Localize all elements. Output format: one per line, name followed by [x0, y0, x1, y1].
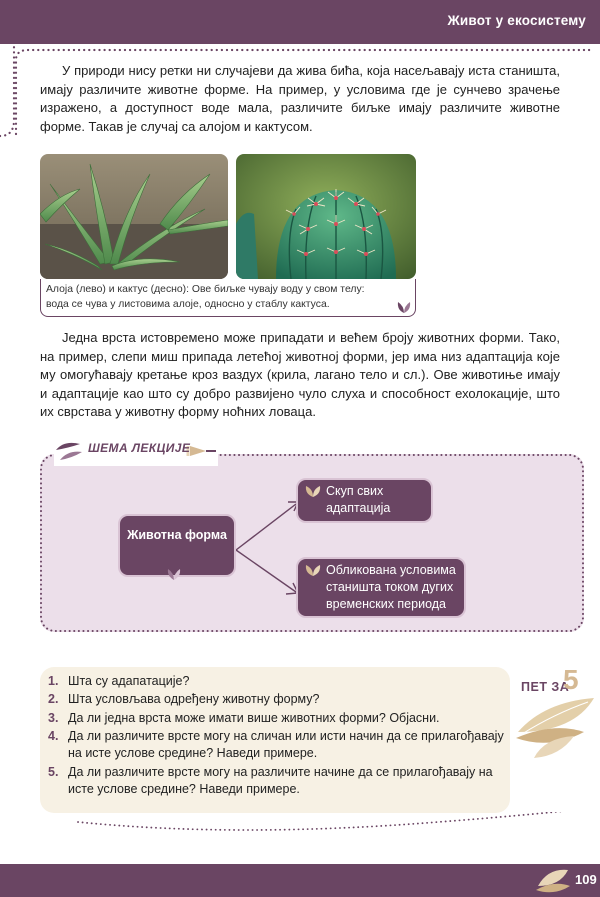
body-paragraph: Једна врста истовремено може припадати и већем броју животних форми. Тако, на пример, слепи миш припада летећој животној форми, јер има низ адаптација које му омогућавају кретање кроз ваздух (крила, лагано тело и сл.). Ове животиње имају и адаптације као што су добро развијено чуло слуха и способност ехолокације, што их сврстава у животну форму ноћних ловаца.: [40, 330, 560, 420]
cactus-photo: [236, 154, 416, 279]
five-for-number: 5: [563, 664, 579, 695]
figure-caption: Алоја (лево) и кактус (десно): Ове биљке чувају воду у свом телу: вода се чува у листовима алоје, односно у стаблу кактуса.: [46, 284, 365, 310]
node-habitat-conditions-label: Обликована условима станишта током дугих временских периода: [326, 563, 456, 611]
leaf-icon: [304, 563, 322, 577]
page-number: 109: [575, 872, 597, 887]
question-item: 2. Шта условљава одређену животну форму?: [48, 692, 320, 707]
question-item: 1. Шта су адапатације?: [48, 674, 190, 688]
schema-title: ШЕМА ЛЕКЦИЈЕ: [88, 441, 191, 455]
node-life-form-label: Животна форма: [127, 528, 227, 542]
question-item: 4. Да ли различите врсте могу на сличан или исти начин да се прилагођавају на исте услове средине? Наведи примере.: [48, 729, 504, 761]
leaf-icon: [304, 484, 322, 498]
page-footer: [0, 864, 600, 897]
review-questions: [48, 673, 508, 799]
intro-paragraph: У природи нису ретки ни случајеви да жива бића, која насељавају иста станишта, имају различите животне форме. На пример, у условима где је сунчево зрачење изражено, а доступност воде мала, различите биљке имају различите животне форме. Такав је случај са алојом и кактусом.: [40, 63, 560, 134]
leaf-icon: [396, 300, 412, 314]
question-item: 3. Да ли једна врста може имати више животних форми? Објасни.: [48, 710, 440, 725]
aloe-photo: [40, 154, 228, 279]
chapter-title: Живот у екосистему: [447, 13, 586, 28]
footer-leaves: [534, 864, 574, 894]
decorative-leaves: [514, 692, 596, 762]
questions-dotted-line: [38, 812, 598, 842]
node-adaptations-label: Скуп свих адаптација: [326, 484, 391, 515]
leaf-icon: [166, 566, 182, 582]
five-for-label: ПЕТ ЗА: [521, 680, 570, 694]
question-item: 5. Да ли различите врсте могу на различите начине да се прилагођавају на исте услове средине? Наведи примере.: [48, 764, 493, 796]
